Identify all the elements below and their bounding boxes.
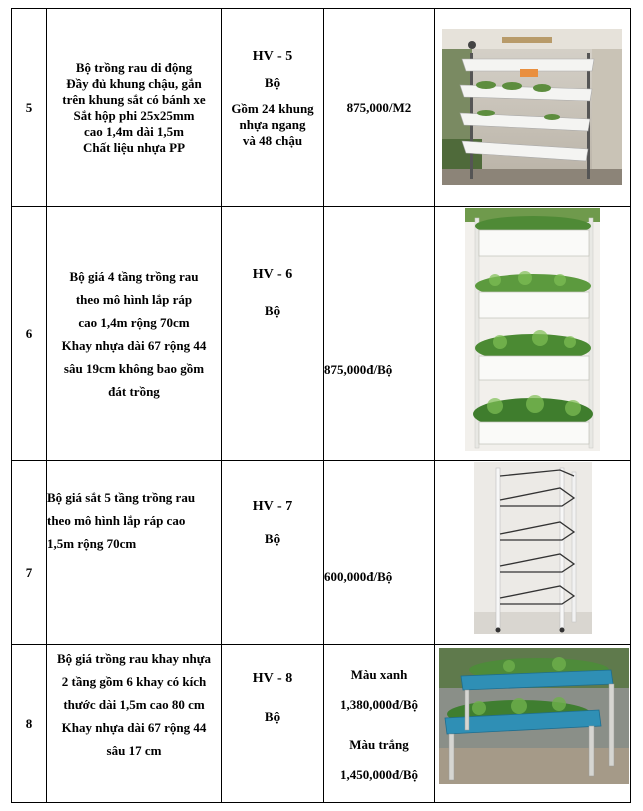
row-6-desc-line: Bộ giá 4 tầng trồng rau bbox=[69, 268, 199, 284]
row-6-desc-line: đát trồng bbox=[108, 383, 160, 399]
row-5-unit-note: Gồm 24 khung bbox=[231, 101, 314, 116]
row-6-desc-line: sâu 19cm không bao gồm bbox=[63, 360, 205, 376]
row-5-code: HV - 5 bbox=[252, 49, 293, 64]
row-8-price-cell bbox=[324, 645, 434, 802]
row-5-unit: Bộ bbox=[264, 75, 281, 90]
row-7-number: 7 bbox=[25, 564, 33, 580]
row-8-desc-line: thước dài 1,5m cao 80 cm bbox=[63, 697, 205, 712]
row-7-product-image bbox=[474, 462, 592, 634]
row-5-desc-line: Sắt hộp phi 25x25mm bbox=[73, 107, 195, 123]
row-5-desc-line: Bộ trồng rau di động bbox=[75, 59, 193, 75]
row-6-description bbox=[47, 207, 221, 460]
row-7-code-cell bbox=[222, 461, 323, 644]
row-5-desc-line: Chất liệu nhựa PP bbox=[82, 139, 186, 155]
row-5-product-image bbox=[442, 29, 622, 185]
row-5-desc-line: trên khung sắt có bánh xe bbox=[62, 91, 206, 107]
row-5-desc-line: cao 1,4m dài 1,5m bbox=[83, 123, 185, 139]
row-5-code-cell bbox=[222, 9, 323, 206]
row-8-number: 8 bbox=[25, 715, 33, 731]
row-8-product-image bbox=[439, 648, 629, 784]
row-8-green-label: Màu xanh bbox=[350, 667, 408, 682]
row-7-price: 600,000đ/Bộ bbox=[324, 568, 393, 584]
row-5-desc-line: Đầy đủ khung chậu, gắn bbox=[66, 75, 202, 91]
row-5-price: 875,000/M2 bbox=[346, 99, 412, 115]
row-7-desc-line: 1,5m rộng 70cm bbox=[47, 536, 137, 551]
row-8-white-label: Màu trắng bbox=[349, 737, 409, 752]
row-6-unit: Bộ bbox=[264, 303, 281, 318]
row-8-code: HV - 8 bbox=[252, 671, 293, 686]
row-6-desc-line: cao 1,4m rộng 70cm bbox=[78, 314, 190, 330]
row-6-number: 6 bbox=[25, 325, 33, 341]
row-8-white-price: 1,450,000đ/Bộ bbox=[339, 767, 418, 782]
row-8-green-price: 1,380,000đ/Bộ bbox=[339, 697, 418, 712]
row-5-unit-note: và 48 chậu bbox=[242, 133, 303, 148]
row-8-desc-line: sâu 17 cm bbox=[106, 743, 162, 758]
row-8-description bbox=[47, 645, 221, 802]
row-8-code-cell bbox=[222, 645, 323, 802]
row-5-description bbox=[47, 9, 221, 206]
row-5-unit-note: nhựa ngang bbox=[239, 117, 306, 132]
row-5-number: 5 bbox=[25, 99, 33, 115]
row-7-desc-line: theo mô hình lắp ráp cao bbox=[47, 513, 186, 528]
row-6-product-image bbox=[465, 208, 600, 451]
row-7-description bbox=[47, 461, 221, 644]
row-6-price: 875,000đ/Bộ bbox=[324, 362, 393, 377]
row-7-unit: Bộ bbox=[264, 531, 281, 546]
row-6-code: HV - 6 bbox=[252, 267, 293, 282]
row-8-desc-line: Khay nhựa dài 67 rộng 44 bbox=[61, 720, 207, 735]
row-8-desc-line: 2 tầng gồm 6 khay có kích bbox=[61, 674, 207, 689]
row-6-code-cell bbox=[222, 207, 323, 460]
row-7-desc-line: Bộ giá sắt 5 tầng trồng rau bbox=[47, 490, 196, 505]
row-8-desc-line: Bộ giá trồng rau khay nhựa bbox=[56, 651, 212, 666]
row-6-desc-line: Khay nhựa dài 67 rộng 44 bbox=[61, 337, 207, 353]
row-6-desc-line: theo mô hình lắp ráp bbox=[75, 291, 193, 307]
row-8-unit: Bộ bbox=[264, 709, 281, 724]
row-7-code: HV - 7 bbox=[252, 499, 293, 514]
